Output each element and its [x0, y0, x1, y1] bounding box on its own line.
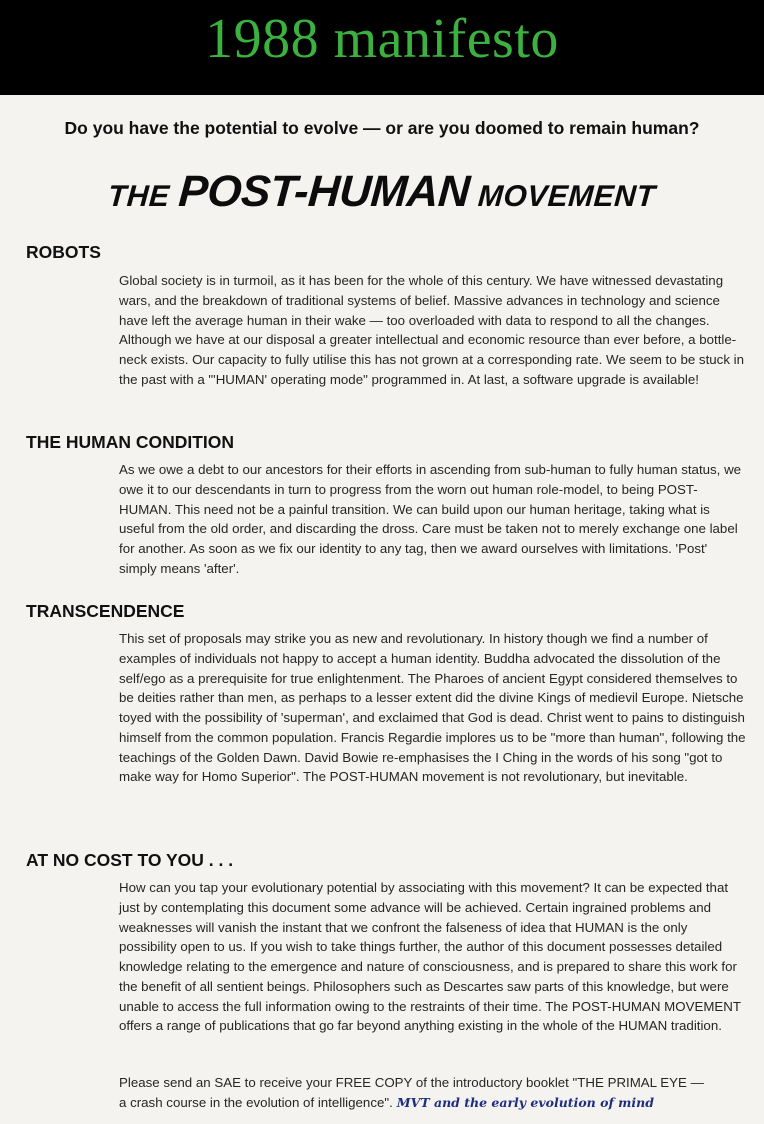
- movement-title-prefix: THE: [106, 180, 180, 213]
- section-heading-transcendence: TRANSCENDENCE: [26, 601, 185, 621]
- tagline: Do you have the potential to evolve — or are you doomed to remain human?: [64, 118, 700, 138]
- title-banner: [0, 0, 764, 95]
- movement-title-suffix: MOVEMENT: [468, 180, 657, 213]
- credit-caption: MVT and the early evolution of mind: [396, 1095, 654, 1110]
- section-heading-no-cost: AT NO COST TO YOU . . .: [26, 850, 234, 870]
- movement-title: [0, 167, 764, 217]
- section-text-human-condition: As we owe a debt to our ancestors for their efforts in ascending from sub-human to fully human status, we owe it to our descendants in turn to progress from the worn out human role-model, to being POST-HUMAN. This need not be a painful transition. We can build upon our human heritage, taking what is useful from the old order, and discarding the dross. Care must be taken not to merely exchange one label for another. As soon as we fix our identity to any tag, then we award ourselves with limitations. 'Post' simply means 'after'.: [119, 462, 742, 576]
- section-heading-human-condition: THE HUMAN CONDITION: [26, 432, 235, 452]
- section-heading-robots: ROBOTS: [26, 242, 101, 262]
- section-text-robots: Global society is in turmoil, as it has been for the whole of this century. We have witnessed devastating wars, and the breakdown of traditional systems of belief. Massive advances in technology and science have left the average human in their wake — too overloaded with data to respond to all the changes. Although we have at our disposal a greater intellectual and economic resource than ever before, a bottle-neck exists. Our capacity to fully utilise this has not grown at a corresponding rate. We seem to be stuck in the past with a "'HUMAN' operating mode" programmed in. At last, a software upgrade is available!: [119, 273, 745, 387]
- section-text-transcendence: This set of proposals may strike you as new and revolutionary. In history though we find a number of examples of individuals not happy to accept a human identity. Buddha advocated the dissolution of the self/ego as a prerequisite for true enlightenment. The Pharoes of ancient Egypt considered themselves to be deities rather than men, as perhaps to a lesser extent did the divine Kings of medievil Europe. Nietsche toyed with the possibility of 'superman', and exclaimed that God is dead. Christ went to pains to distinguish himself from the common population. Francis Regardie implores us to be "more than human", following the teachings of the Golden Dawn. David Bowie re-emphasises the I Ching in the words of his song "got to make way for Homo Superior". The POST-HUMAN movement is not revolutionary, but inevitable.: [119, 631, 746, 785]
- footer-line-1: Please send an SAE to receive your FREE COPY of the introductory booklet "THE PRIMAL EYE —: [119, 1075, 704, 1090]
- footer-line-2-text: a crash course in the evolution of intelligence".: [119, 1095, 393, 1110]
- section-text-no-cost: How can you tap your evolutionary potential by associating with this movement? It can be expected that just by contemplating this document some advance will be achieved. Certain ingrained problems and weaknesses will vanish the instant that we confront the falseness of idea that HUMAN is the only possibility open to us. If you wish to take things further, the author of this document possesses detailed knowledge relating to the emergence and nature of consciousness, and is prepared to share this work for the benefit of all sentient beings. Philosophers such as Descartes saw parts of this knowledge, but were unable to access the full information owing to the restraints of their time. The POST-HUMAN MOVEMENT offers a range of publications that go far beyond anything existing in the whole of the HUMAN tradition.: [119, 880, 741, 1034]
- movement-title-main: POST-HUMAN: [177, 167, 472, 216]
- footer-line-2: [119, 1093, 759, 1113]
- banner-title: 1988 manifesto: [205, 8, 559, 70]
